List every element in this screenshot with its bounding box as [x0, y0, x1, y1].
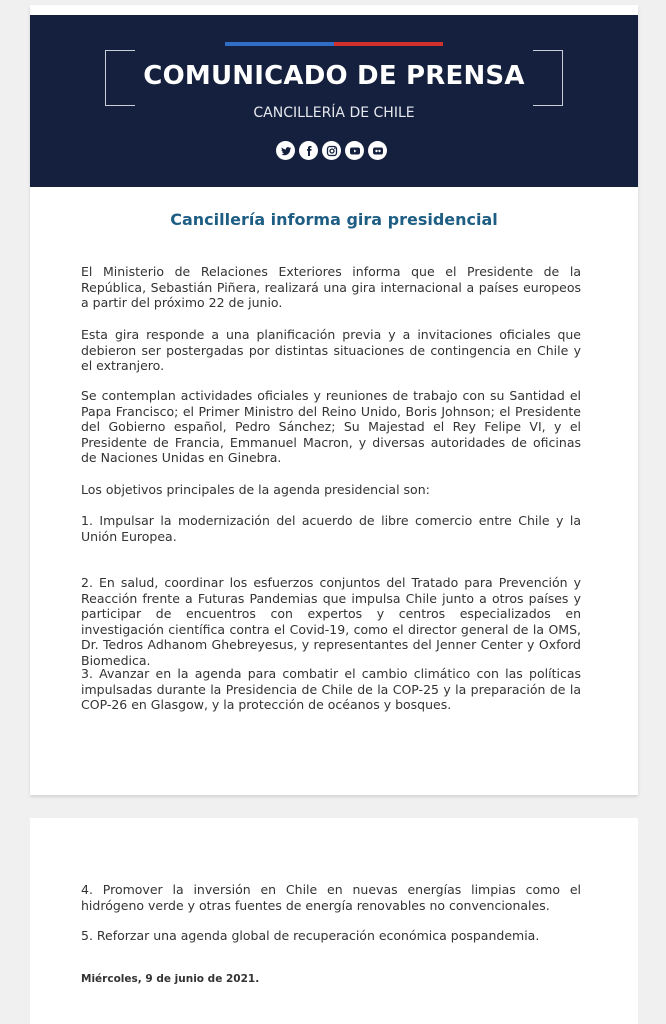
objective-2: 2. En salud, coordinar los esfuerzos conjuntos del Tratado para Prevención y Reacción frente a Futuras Pandemias que impulsa Chile junto a otros países y participar de encuentros con expertos y centros especializados en investigación científica contra el Covid-19, como el director general de la OMS, Dr. Tedros Adhanom Ghebreyesus, y representantes del Jenner Center y Oxford Biomedica. [81, 575, 581, 668]
facebook-icon[interactable] [299, 141, 318, 160]
paragraph-objectives-intro: Los objetivos principales de la agenda presidencial son: [81, 482, 430, 497]
banner-subtitle: CANCILLERÍA DE CHILE [253, 105, 415, 121]
flag-stripe [225, 42, 443, 46]
social-icons [276, 141, 387, 160]
objective-5: 5. Reforzar una agenda global de recuperación económica pospandemia. [81, 928, 540, 943]
objective-1: 1. Impulsar la modernización del acuerdo de libre comercio entre Chile y la Unión Europea. [81, 513, 581, 544]
paragraph-intro: El Ministerio de Relaciones Exteriores informa que el Presidente de la República, Sebastián Piñera, realizará una gira internacional a países europeos a partir del próximo 22 de junio. [81, 264, 581, 310]
document-page-2 [30, 818, 638, 1024]
instagram-icon[interactable] [322, 141, 341, 160]
youtube-icon[interactable] [345, 141, 364, 160]
banner-title: COMUNICADO DE PRENSA [143, 61, 525, 91]
twitter-icon[interactable] [276, 141, 295, 160]
paragraph-context: Esta gira responde a una planificación previa y a invitaciones oficiales que debieron ser postergadas por distintas situaciones de contingencia en Chile y el extranjero. [81, 327, 581, 373]
flickr-icon[interactable] [368, 141, 387, 160]
document-page-1 [30, 5, 638, 795]
objective-4: 4. Promover la inversión en Chile en nuevas energías limpias como el hidrógeno verde y otras fuentes de energía renovables no convencionales. [81, 882, 581, 913]
paragraph-activities: Se contemplan actividades oficiales y reuniones de trabajo con su Santidad el Papa Francisco; el Primer Ministro del Reino Unido, Boris Johnson; el Presidente del Gobierno español, Pedro Sánchez; Su Majestad el Rey Felipe VI, y el Presidente de Francia, Emmanuel Macron, y diversas autoridades de oficinas de Naciones Unidas en Ginebra. [81, 388, 581, 465]
headline: Cancillería informa gira presidencial [170, 210, 498, 229]
press-release-banner [30, 15, 638, 187]
objective-3: 3. Avanzar en la agenda para combatir el cambio climático con las políticas impulsadas durante la Presidencia de Chile de la COP-25 y la preparación de la COP-26 en Glasgow, y la protección de océanos y bosques. [81, 666, 581, 712]
dateline: Miércoles, 9 de junio de 2021. [81, 973, 260, 985]
